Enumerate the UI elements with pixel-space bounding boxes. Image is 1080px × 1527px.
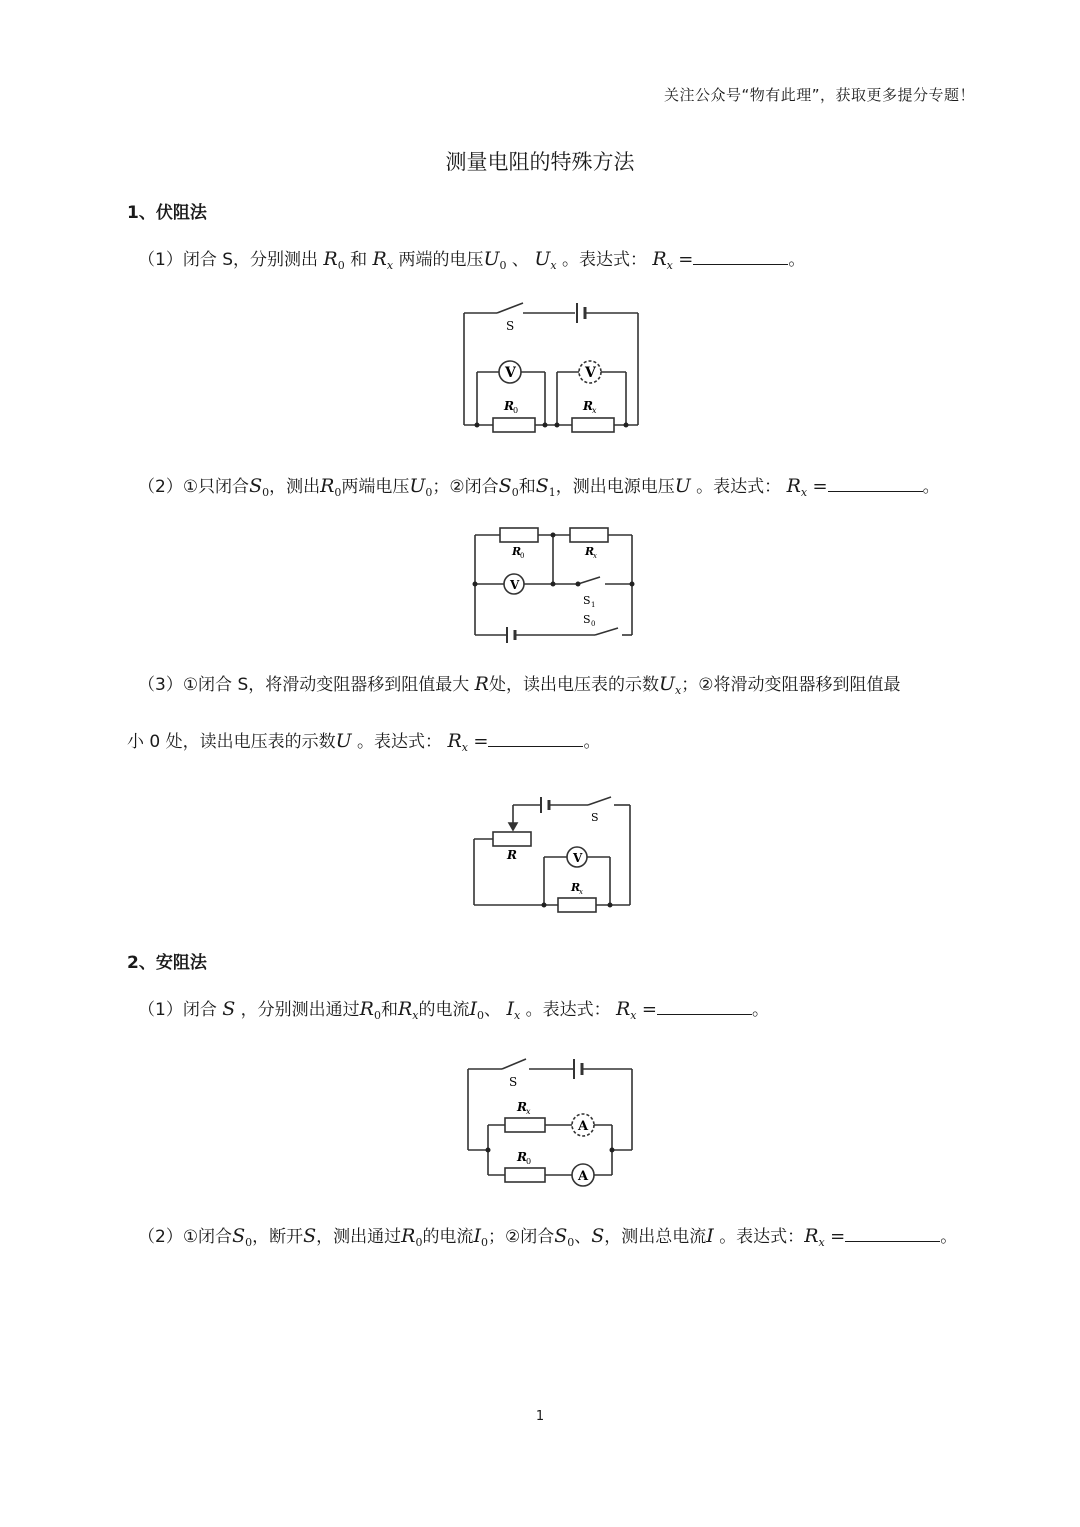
symbol-S0: $S_0$ — [232, 1225, 253, 1249]
symbol-I0: $I_0$ — [473, 1225, 488, 1249]
label-Rx: R — [583, 399, 593, 413]
symbol-Rx: $R_x$ — [652, 248, 673, 272]
label-R0-sub: 0 — [526, 1157, 532, 1166]
circuit-diagram-3 — [468, 795, 638, 915]
symbol-Rx: $R_x$ — [447, 730, 468, 754]
label-R0-sub: 0 — [520, 552, 525, 560]
symbol-Ux: $U_x$ — [534, 248, 557, 272]
answer-blank — [693, 250, 788, 265]
symbol-U0: $U_0$ — [409, 475, 433, 499]
symbol-I: I — [706, 1225, 714, 1247]
label-Rx: R — [571, 881, 581, 894]
symbol-S: S — [222, 998, 236, 1020]
label-Rx-sub: x — [526, 1107, 531, 1116]
symbol-R0: $R_0$ — [359, 998, 381, 1022]
label-Rx: R — [517, 1100, 527, 1114]
question-1-3-line-1: （3）①闭合 S，将滑动变阻器移到阻值最大 R处，读出电压表的示数$U_x$；②将滑动变阻器移到阻值最 — [138, 673, 901, 697]
label-switch-S1-sub: 1 — [591, 601, 596, 609]
answer-blank — [845, 1227, 940, 1242]
section-heading-2: 2、安阻法 — [127, 953, 207, 973]
symbol-S0: $S_0$ — [498, 475, 519, 499]
label-Rx-sub: x — [593, 552, 597, 560]
label-switch-S1: S — [583, 594, 591, 607]
symbol-Rx: $R_x$ — [372, 248, 394, 272]
symbol-Rx: $R_x$ — [615, 998, 637, 1022]
label-voltmeter-V: V — [510, 578, 520, 592]
label-Rx-sub: x — [579, 888, 583, 896]
question-1-3-line-2: 小 0 处，读出电压表的示数U 。表达式： $R_x$ = 。 — [127, 730, 601, 754]
label-R0: R — [517, 1150, 527, 1164]
symbol-S: S — [591, 1225, 605, 1247]
label-switch-S: S — [591, 811, 599, 824]
answer-blank — [657, 1000, 752, 1015]
label-rheostat-R: R — [507, 848, 517, 862]
label-switch-S0-sub: 0 — [591, 620, 596, 628]
label-R0-sub: 0 — [513, 406, 519, 415]
label-ammeter-A: A — [578, 1119, 589, 1134]
symbol-R0: $R_0$ — [401, 1225, 423, 1249]
question-1-2: （2）①只闭合$S_0$，测出$R_0$两端电压$U_0$；②闭合$S_0$和$S_1$，测出电源电压U 。表达式： $R_x$ = 。 — [138, 475, 940, 499]
equals-sign: = — [812, 476, 828, 497]
question-2-1: （1）闭合 S ，分别测出通过$R_0$和$R_x$的电流$I_0$、 $I_x$ 。表达式： $R_x$ = 。 — [138, 998, 770, 1022]
question-2-2: （2）①闭合$S_0$，断开S，测出通过$R_0$的电流$I_0$；②闭合$S_0$、S，测出总电流I 。表达式：$R_x$ = 。 — [138, 1225, 958, 1249]
symbol-Rx: $R_x$ — [804, 1225, 825, 1249]
section-heading-1: 1、伏阻法 — [127, 203, 207, 223]
circuit-diagram-1 — [455, 300, 655, 440]
label-switch-S0: S — [583, 613, 591, 626]
symbol-Rx: $R_x$ — [786, 475, 808, 499]
label-Rx-sub: x — [592, 406, 597, 415]
equals-sign: = — [473, 731, 489, 752]
equals-sign: = — [678, 249, 694, 270]
label-voltmeter-V: V — [585, 365, 596, 381]
circuit-diagram-4 — [460, 1055, 640, 1190]
label-Rx: R — [585, 545, 595, 558]
symbol-U: U — [674, 475, 691, 497]
page-title: 测量电阻的特殊方法 — [445, 150, 635, 174]
label-R0: R — [504, 399, 514, 413]
symbol-R: R — [474, 673, 489, 695]
symbol-S0: $S_0$ — [249, 475, 270, 499]
symbol-R0: $R_0$ — [323, 248, 345, 272]
symbol-Ix: $I_x$ — [506, 998, 521, 1022]
label-switch-S: S — [506, 319, 515, 333]
label-ammeter-A: A — [578, 1169, 589, 1184]
question-1-1: （1）闭合 S，分别测出 $R_0$ 和 $R_x$ 两端的电压$U_0$ 、 $U_x$ 。表达式： $R_x$ = 。 — [138, 248, 806, 272]
header-note: 关注公众号“物有此理”，获取更多提分专题！ — [663, 86, 975, 104]
symbol-S0: $S_0$ — [554, 1225, 575, 1249]
symbol-Ux: $U_x$ — [658, 673, 682, 697]
label-voltmeter-V: V — [505, 365, 516, 381]
equals-sign: = — [641, 999, 658, 1020]
symbol-I0: $I_0$ — [469, 998, 485, 1022]
symbol-S1: $S_1$ — [535, 475, 556, 499]
symbol-U: U — [335, 730, 352, 752]
label-R0: R — [512, 545, 522, 558]
symbol-S: S — [303, 1225, 317, 1247]
symbol-R0: $R_0$ — [320, 475, 342, 499]
symbol-U0: $U_0$ — [483, 248, 507, 272]
page-number: 1 — [535, 1409, 545, 1424]
answer-blank — [488, 732, 583, 747]
label-voltmeter-V: V — [573, 851, 583, 865]
symbol-Rx: $R_x$ — [397, 998, 419, 1022]
equals-sign: = — [830, 1226, 846, 1247]
circuit-diagram-2 — [470, 525, 640, 643]
label-switch-S: S — [509, 1075, 518, 1089]
answer-blank — [828, 477, 923, 492]
